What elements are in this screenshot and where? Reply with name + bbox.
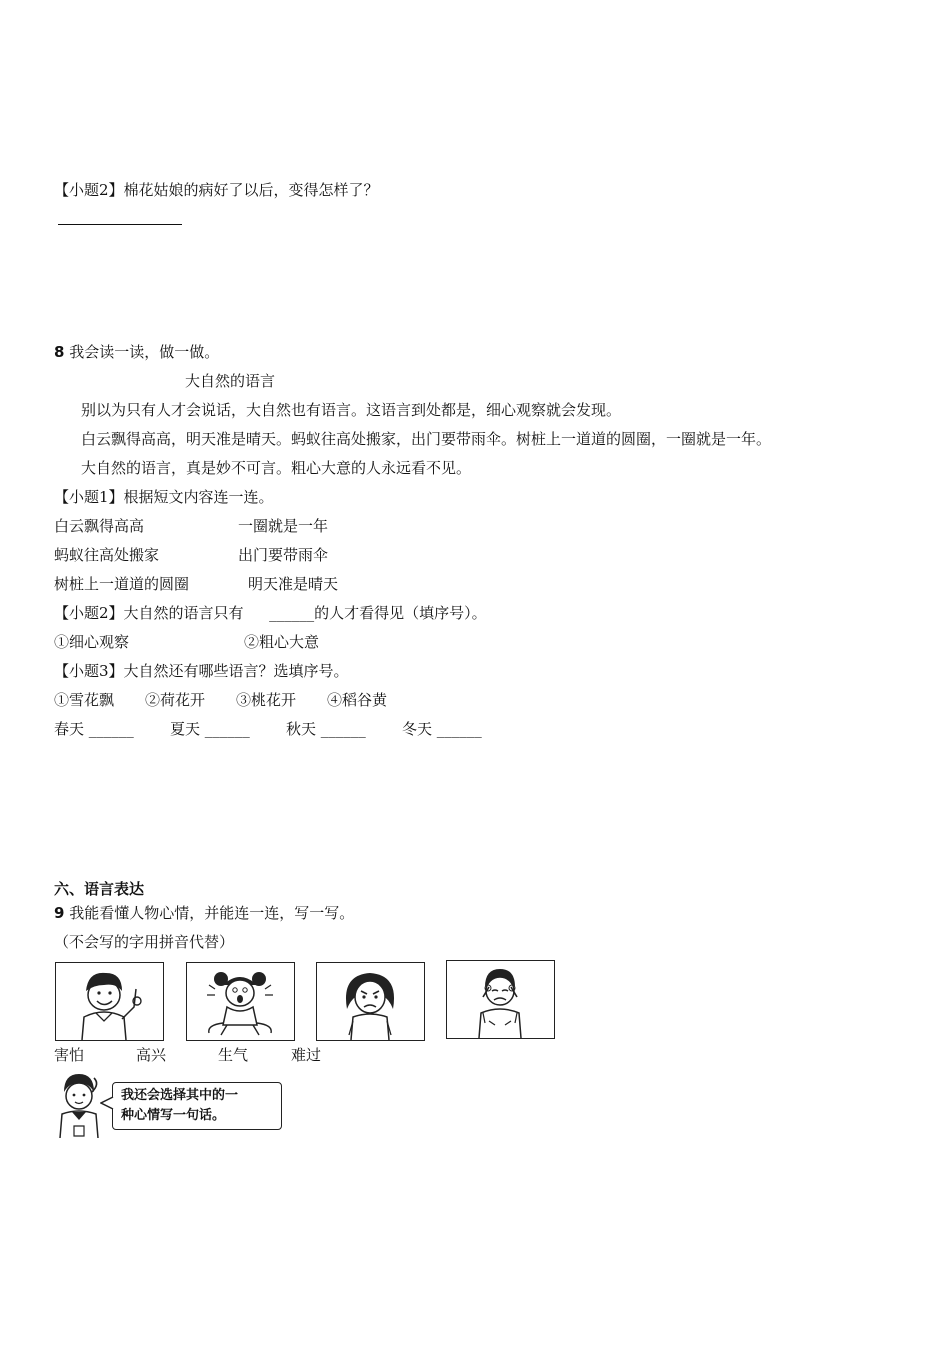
- emotion-angry[interactable]: 生气: [218, 1046, 249, 1064]
- q8-sub3-option-3: ③桃花开: [236, 691, 297, 709]
- speech-line-2: 种心情写一句话。: [121, 1108, 226, 1123]
- season-summer-blank[interactable]: ______: [204, 720, 250, 738]
- q9-instruction: 我能看懂人物心情，并能连一连，写一写。: [69, 904, 355, 922]
- q8-sub2-blank[interactable]: ______: [269, 604, 315, 622]
- speech-bubble: [112, 1082, 282, 1130]
- passage-paragraph-3: 大自然的语言，真是妙不可言。粗心大意的人永远看不见。: [81, 459, 472, 477]
- sad-boy-illustration: [447, 961, 554, 1038]
- q8-sub2-suffix: 的人才看得见（填序号）。: [314, 604, 487, 622]
- q9-note: （不会写的字用拼音代替）: [54, 933, 235, 951]
- q8-sub3-label: 【小题3】大自然还有哪些语言？选填序号。: [54, 662, 349, 680]
- q8-sub2-label: 【小题2】大自然的语言只有: [54, 604, 244, 622]
- season-spring: [54, 719, 134, 739]
- season-autumn-blank[interactable]: ______: [320, 720, 366, 738]
- q7-sub2-text: 棉花姑娘的病好了以后，变得怎样了？: [123, 181, 379, 199]
- match-left-1[interactable]: 白云飘得高高: [54, 517, 145, 535]
- season-autumn: [286, 719, 366, 739]
- match-left-3[interactable]: 树桩上一道道的圆圈: [54, 575, 190, 593]
- picture-sad-boy: [446, 960, 555, 1039]
- q8-sub3-option-1: ①雪花飘: [54, 691, 115, 709]
- q7-sub2-answer-line[interactable]: [58, 224, 182, 225]
- season-winter-blank[interactable]: ______: [436, 720, 482, 738]
- q9-number: 9: [54, 904, 65, 922]
- picture-scared-girl: [186, 962, 295, 1041]
- season-summer: [170, 719, 250, 739]
- passage-paragraph-1: 别以为只有人才会说话，大自然也有语言。这语言到处都是，细心观察就会发现。: [81, 401, 622, 419]
- season-autumn-label: 秋天: [286, 720, 317, 738]
- picture-angry-woman: [316, 962, 425, 1041]
- happy-boy-illustration: [56, 963, 163, 1040]
- season-winter: [402, 719, 482, 739]
- q8-sub3-option-2: ②荷花开: [145, 691, 206, 709]
- q8-number: 8: [54, 343, 65, 361]
- match-left-2[interactable]: 蚂蚁往高处搬家: [54, 546, 160, 564]
- season-summer-label: 夏天: [170, 720, 201, 738]
- season-spring-label: 春天: [54, 720, 85, 738]
- picture-happy-boy: [55, 962, 164, 1041]
- season-winter-label: 冬天: [402, 720, 433, 738]
- q8-sub3-option-4: ④稻谷黄: [327, 691, 388, 709]
- speech-bubble-tail: [100, 1096, 114, 1110]
- q7-sub2-label: 【小题2】: [54, 181, 124, 199]
- section-6-title: 六、语言表达: [54, 880, 145, 898]
- thinking-boy-icon: [54, 1072, 104, 1138]
- q7-sub2-question: [54, 180, 379, 200]
- match-right-2[interactable]: 出门要带雨伞: [238, 546, 329, 564]
- q8-sub2: [54, 603, 487, 623]
- q8-sub1-label: 【小题1】根据短文内容连一连。: [54, 488, 274, 506]
- thinking-boy-illustration: [54, 1072, 104, 1138]
- angry-woman-illustration: [317, 963, 424, 1040]
- scared-girl-illustration: [187, 963, 294, 1040]
- speech-line-1: 我还会选择其中的一: [121, 1088, 239, 1103]
- q8-sub2-option-2: ②粗心大意: [244, 633, 320, 651]
- emotion-sad[interactable]: 难过: [291, 1046, 322, 1064]
- q8-instruction: 我会读一读，做一做。: [69, 343, 220, 361]
- q9-header: [54, 903, 354, 923]
- q8-header: [54, 342, 219, 362]
- emotion-scared[interactable]: 害怕: [54, 1046, 85, 1064]
- q8-sub2-option-1: ①细心观察: [54, 633, 130, 651]
- match-right-1[interactable]: 一圈就是一年: [238, 517, 329, 535]
- season-spring-blank[interactable]: ______: [88, 720, 134, 738]
- passage-title: 大自然的语言: [185, 372, 276, 390]
- match-right-3[interactable]: 明天准是晴天: [248, 575, 339, 593]
- emotion-happy[interactable]: 高兴: [136, 1046, 167, 1064]
- passage-paragraph-2: 白云飘得高高，明天准是晴天。蚂蚁往高处搬家，出门要带雨伞。树桩上一道道的圆圈，一圈就是一年。: [81, 430, 772, 448]
